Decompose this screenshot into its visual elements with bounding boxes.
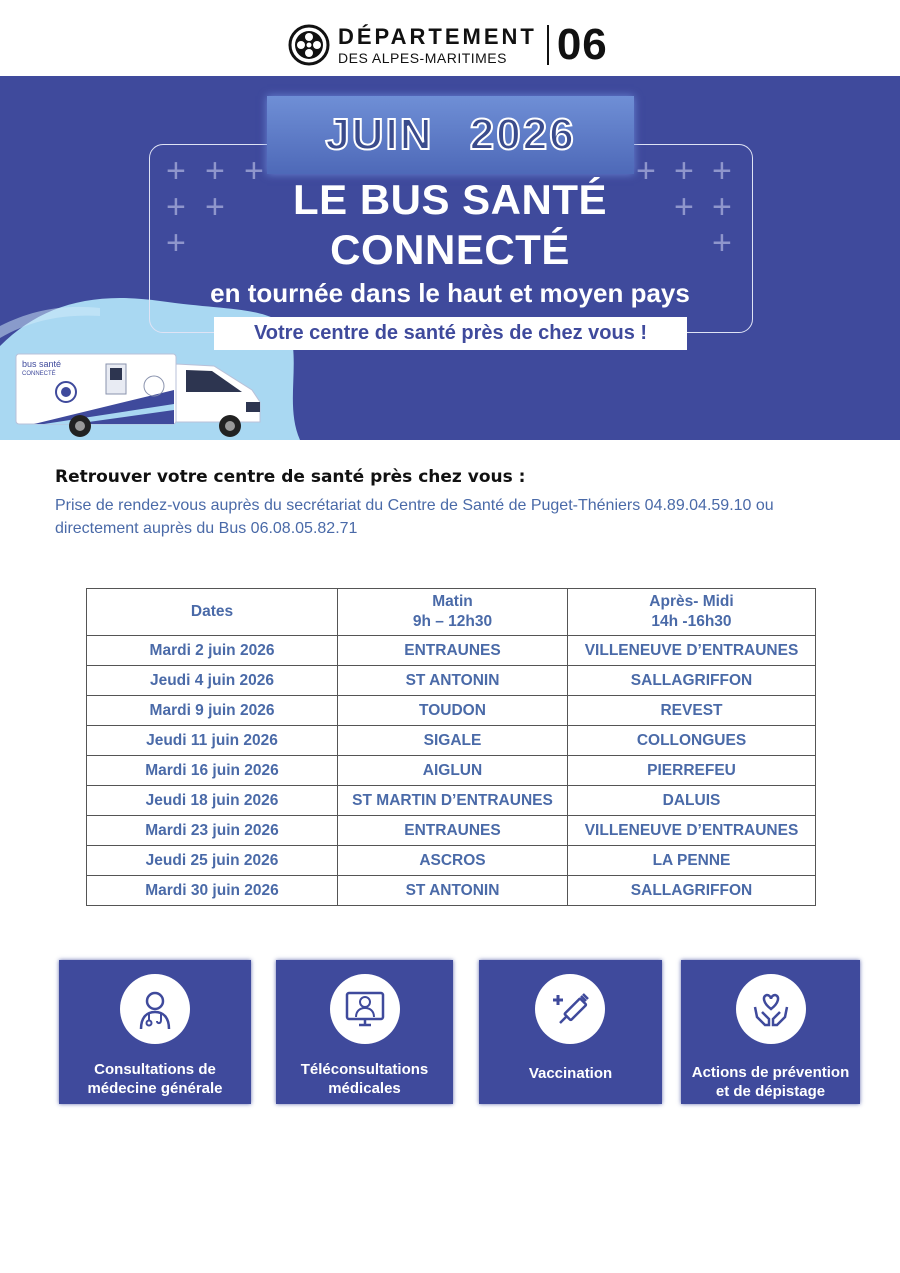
morning-cell: TOUDON bbox=[338, 696, 568, 726]
table-row bbox=[87, 846, 816, 876]
plus-decoration: + bbox=[636, 152, 656, 190]
morning-cell: AIGLUN bbox=[338, 756, 568, 786]
afternoon-cell: SALLAGRIFFON bbox=[568, 876, 816, 906]
morning-cell: ST ANTONIN bbox=[338, 666, 568, 696]
service-tile-consultations bbox=[59, 960, 251, 1104]
plus-decoration: + bbox=[712, 188, 732, 226]
banner-subtitle: en tournée dans le haut et moyen pays bbox=[210, 278, 690, 308]
health-bus-illustration bbox=[14, 350, 264, 440]
afternoon-cell: SALLAGRIFFON bbox=[568, 666, 816, 696]
morning-cell: ST MARTIN D’ENTRAUNES bbox=[338, 786, 568, 816]
service-tile-prevention bbox=[681, 960, 860, 1104]
morning-cell: ENTRAUNES bbox=[338, 816, 568, 846]
plus-decoration: + bbox=[166, 224, 186, 262]
plus-decoration: + bbox=[674, 152, 694, 190]
intro-appointment-text: Prise de rendez-vous auprès du secrétariat du Centre de Santé de Puget-Théniers 04.89.04.59.10 ou directement auprès du Bus 06.08.05.82.71 bbox=[55, 497, 774, 537]
department-number: 06 bbox=[556, 20, 608, 69]
table-row bbox=[87, 666, 816, 696]
date-cell: Jeudi 11 juin 2026 bbox=[87, 726, 338, 756]
plus-decoration: + bbox=[205, 188, 225, 226]
hero-banner bbox=[0, 76, 900, 440]
plus-decoration: + bbox=[166, 188, 186, 226]
morning-cell: ST ANTONIN bbox=[338, 876, 568, 906]
banner-title-line2: CONNECTÉ bbox=[330, 226, 570, 273]
morning-cell: SIGALE bbox=[338, 726, 568, 756]
date-cell: Mardi 16 juin 2026 bbox=[87, 756, 338, 786]
afternoon-cell: PIERREFEU bbox=[568, 756, 816, 786]
department-emblem-icon bbox=[288, 24, 330, 66]
date-cell: Mardi 23 juin 2026 bbox=[87, 816, 338, 846]
schedule-table bbox=[86, 588, 816, 906]
tagline-box bbox=[214, 317, 687, 350]
bus-brand-text: bus santé bbox=[22, 359, 62, 369]
date-cell: Jeudi 4 juin 2026 bbox=[87, 666, 338, 696]
afternoon-label: Après- Midi bbox=[649, 593, 734, 610]
doctor-icon bbox=[120, 974, 190, 1044]
table-row bbox=[87, 726, 816, 756]
col-header-dates: Dates bbox=[87, 589, 338, 636]
date-cell: Jeudi 18 juin 2026 bbox=[87, 786, 338, 816]
tagline-text: Votre centre de santé près de chez vous ! bbox=[253, 322, 648, 344]
afternoon-cell: COLLONGUES bbox=[568, 726, 816, 756]
date-cell: Jeudi 25 juin 2026 bbox=[87, 846, 338, 876]
teleconsultation-icon bbox=[330, 974, 400, 1044]
date-cell: Mardi 2 juin 2026 bbox=[87, 636, 338, 666]
bus-brand-subtext: CONNECTÉ bbox=[22, 371, 56, 377]
service-label: Actions de prévention et de dépistage bbox=[691, 1064, 850, 1100]
intro-heading: Retrouver votre centre de santé près chez vous : bbox=[55, 467, 526, 487]
table-row bbox=[87, 876, 816, 906]
service-tile-teleconsultations bbox=[276, 960, 453, 1104]
plus-decoration: + bbox=[166, 152, 186, 190]
service-label: Consultations de médecine générale bbox=[87, 1061, 223, 1097]
heart-hands-icon bbox=[736, 974, 806, 1044]
table-row bbox=[87, 696, 816, 726]
vaccine-syringe-icon bbox=[535, 974, 605, 1044]
morning-label: Matin bbox=[432, 593, 473, 610]
table-header-row bbox=[87, 589, 816, 636]
afternoon-cell: LA PENNE bbox=[568, 846, 816, 876]
month-badge bbox=[267, 96, 634, 174]
afternoon-cell: DALUIS bbox=[568, 786, 816, 816]
org-name-line1: DÉPARTEMENT bbox=[338, 23, 537, 49]
plus-decoration: + bbox=[674, 188, 694, 226]
table-row bbox=[87, 786, 816, 816]
table-row bbox=[87, 816, 816, 846]
table-row bbox=[87, 756, 816, 786]
service-label: Téléconsultations médicales bbox=[300, 1061, 429, 1097]
month-label: JUIN 2026 bbox=[325, 110, 576, 159]
logo-divider bbox=[547, 25, 549, 65]
morning-cell: ENTRAUNES bbox=[338, 636, 568, 666]
afternoon-hours: 14h -16h30 bbox=[651, 613, 732, 630]
service-label: Vaccination bbox=[528, 1065, 613, 1082]
date-cell: Mardi 9 juin 2026 bbox=[87, 696, 338, 726]
col-header-afternoon bbox=[568, 589, 816, 636]
plus-decoration: + bbox=[712, 224, 732, 262]
service-tile-vaccination bbox=[479, 960, 662, 1104]
banner-title-line1: LE BUS SANTÉ bbox=[292, 176, 608, 223]
col-header-morning bbox=[338, 589, 568, 636]
date-cell: Mardi 30 juin 2026 bbox=[87, 876, 338, 906]
table-row bbox=[87, 636, 816, 666]
org-name-line2: DES ALPES-MARITIMES bbox=[338, 49, 507, 66]
plus-decoration: + bbox=[712, 152, 732, 190]
morning-hours: 9h – 12h30 bbox=[412, 613, 493, 630]
afternoon-cell: VILLENEUVE D’ENTRAUNES bbox=[568, 636, 816, 666]
morning-cell: ASCROS bbox=[338, 846, 568, 876]
plus-decoration: + bbox=[205, 152, 225, 190]
plus-decoration: + bbox=[244, 152, 264, 190]
department-logo bbox=[288, 22, 608, 68]
afternoon-cell: VILLENEUVE D’ENTRAUNES bbox=[568, 816, 816, 846]
afternoon-cell: REVEST bbox=[568, 696, 816, 726]
